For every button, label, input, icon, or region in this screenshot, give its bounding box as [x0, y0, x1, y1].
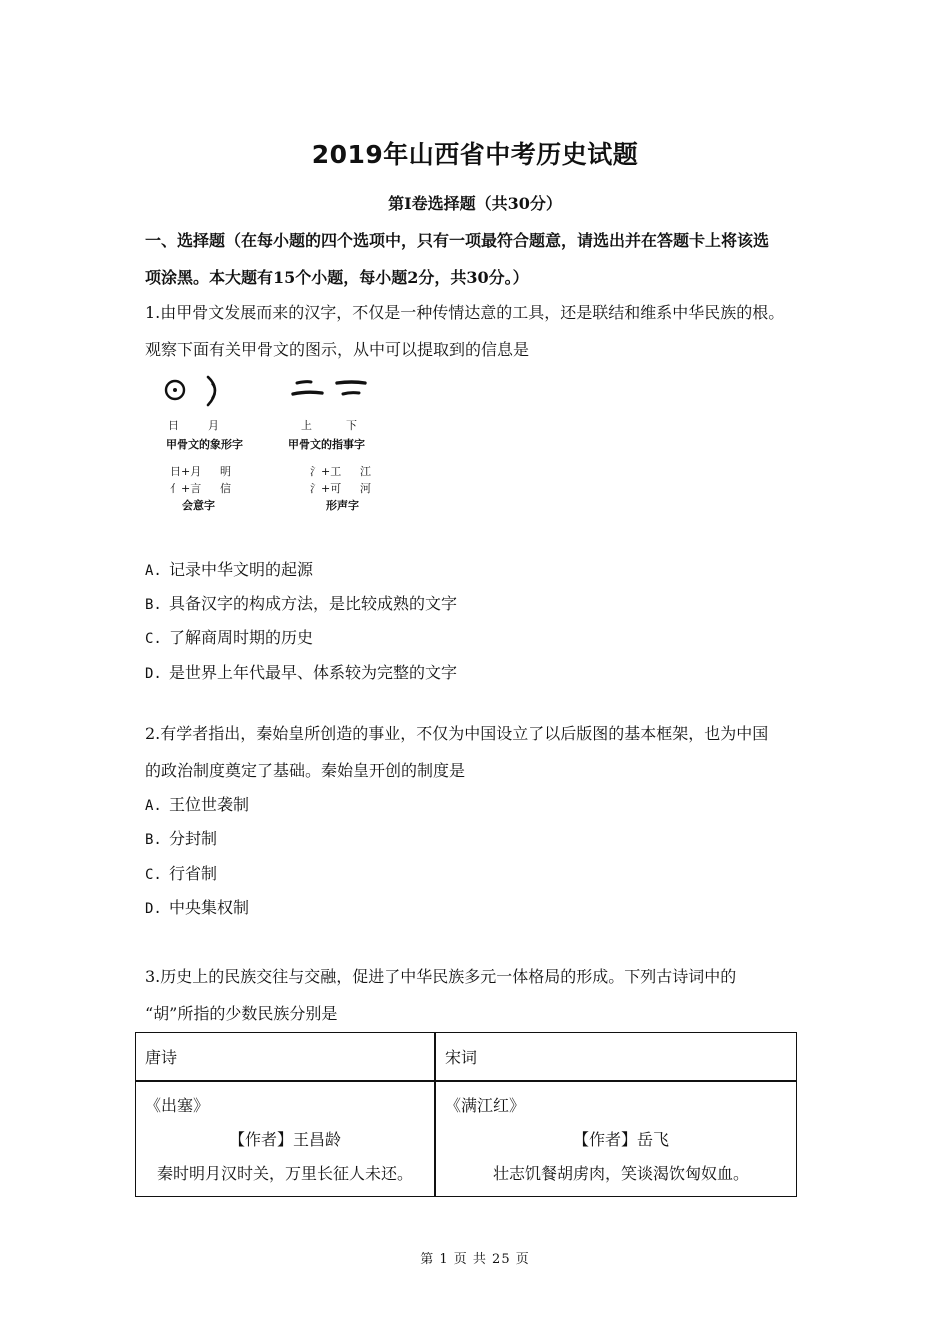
right-poem-title: 《满江红》 — [445, 1096, 526, 1115]
q3-stem-line-1: 3.历史上的民族交往与交融，促进了中华民族多元一体格局的形成。下列古诗词中的 — [145, 967, 737, 986]
ideogram-result-2: 信 — [220, 482, 231, 495]
label-sun: 日 — [168, 419, 179, 432]
phonetic-result-2: 河 — [360, 482, 371, 495]
right-poem-verse: 壮志饥餐胡虏肉，笑谈渴饮匈奴血。 — [492, 1164, 749, 1183]
caption-indicative: 甲骨文的指事字 — [288, 438, 365, 451]
q1-option-b-text: 具备汉字的构成方法，是比较成熟的文字 — [169, 594, 458, 613]
poem-table — [135, 1032, 797, 1197]
q1-option-d-text: 是世界上年代最早、体系较为完整的文字 — [169, 663, 458, 682]
section-subtitle: 第Ⅰ卷选择题（共30分） — [388, 194, 562, 213]
q1-stem-line-1: 1.由甲骨文发展而来的汉字，不仅是一种传情达意的工具，还是联结和维系中华民族的根。 — [145, 303, 785, 322]
left-poem-title: 《出塞》 — [145, 1096, 210, 1115]
oracle-bone-figure — [160, 372, 390, 520]
q2-option-c-letter: C. — [145, 867, 162, 883]
left-poem-verse: 秦时明月汉时关，万里长征人未还。 — [156, 1164, 413, 1183]
caption-pictograph: 甲骨文的象形字 — [166, 438, 243, 451]
q1-option-a-letter: A. — [145, 563, 162, 579]
q1-option-d-letter: D. — [145, 666, 162, 682]
label-up: 上 — [301, 419, 312, 432]
q2-stem-line-2: 的政治制度奠定了基础。秦始皇开创的制度是 — [145, 761, 466, 780]
page-title: 2019年山西省中考历史试题 — [311, 140, 639, 169]
ideogram-formula-1: 日+月 — [170, 465, 202, 478]
label-down: 下 — [346, 419, 357, 432]
q1-option-c-text: 了解商周时期的历史 — [169, 628, 314, 647]
q2-option-d — [145, 895, 249, 918]
q2-stem-line-1: 2.有学者指出，秦始皇所创造的事业，不仅为中国设立了以后版图的基本框架，也为中国 — [145, 724, 769, 743]
q1-option-d — [145, 660, 457, 683]
oracle-glyphs — [160, 372, 390, 422]
q1-stem-line-2: 观察下面有关甲骨文的图示，从中可以提取到的信息是 — [145, 340, 530, 359]
q2-option-a-letter: A. — [145, 798, 162, 814]
label-moon: 月 — [208, 419, 219, 432]
q2-option-c-text: 行省制 — [169, 864, 218, 883]
phonetic-formula-2: 氵+可 — [310, 482, 342, 495]
table-header-tang: 唐诗 — [145, 1048, 178, 1067]
q2-option-b — [145, 826, 217, 849]
ideogram-result-1: 明 — [220, 465, 231, 478]
instructions-line-2: 项涂黑。本大题有15个小题，每小题2分，共30分。） — [145, 268, 529, 287]
q2-option-a-text: 王位世袭制 — [169, 795, 250, 814]
q1-option-b-letter: B. — [145, 597, 162, 613]
right-poem-author: 【作者】岳飞 — [572, 1130, 669, 1149]
ideogram-formula-2: 亻+言 — [170, 482, 202, 495]
page-footer: 第 1 页 共 25 页 — [420, 1252, 530, 1267]
phonetic-result-1: 江 — [360, 465, 371, 478]
phonetic-formula-1: 氵+工 — [310, 465, 342, 478]
q2-option-b-letter: B. — [145, 832, 162, 848]
caption-ideogram: 会意字 — [182, 499, 215, 512]
q3-stem-line-2: “胡”所指的少数民族分别是 — [145, 1004, 338, 1023]
table-header-song: 宋词 — [445, 1048, 478, 1067]
caption-phonetic: 形声字 — [326, 499, 359, 512]
left-poem-author: 【作者】王昌龄 — [228, 1130, 341, 1149]
q1-option-a — [145, 557, 313, 580]
oracle-sun-glyph — [166, 381, 184, 399]
oracle-down-glyph — [337, 382, 365, 394]
oracle-up-glyph — [293, 382, 322, 394]
table-divider-vertical — [434, 1033, 436, 1196]
q2-option-a — [145, 792, 249, 815]
q2-option-b-text: 分封制 — [169, 829, 218, 848]
q2-option-d-text: 中央集权制 — [169, 898, 250, 917]
table-divider-horizontal — [136, 1080, 796, 1082]
q1-option-a-text: 记录中华文明的起源 — [169, 560, 314, 579]
q2-option-c — [145, 861, 217, 884]
instructions-line-1: 一、选择题（在每小题的四个选项中，只有一项最符合题意，请选出并在答题卡上将该选 — [145, 231, 770, 250]
q1-option-c-letter: C. — [145, 631, 162, 647]
q1-option-c — [145, 625, 313, 648]
q2-option-d-letter: D. — [145, 901, 162, 917]
q1-option-b — [145, 591, 457, 614]
oracle-moon-glyph — [208, 377, 215, 405]
